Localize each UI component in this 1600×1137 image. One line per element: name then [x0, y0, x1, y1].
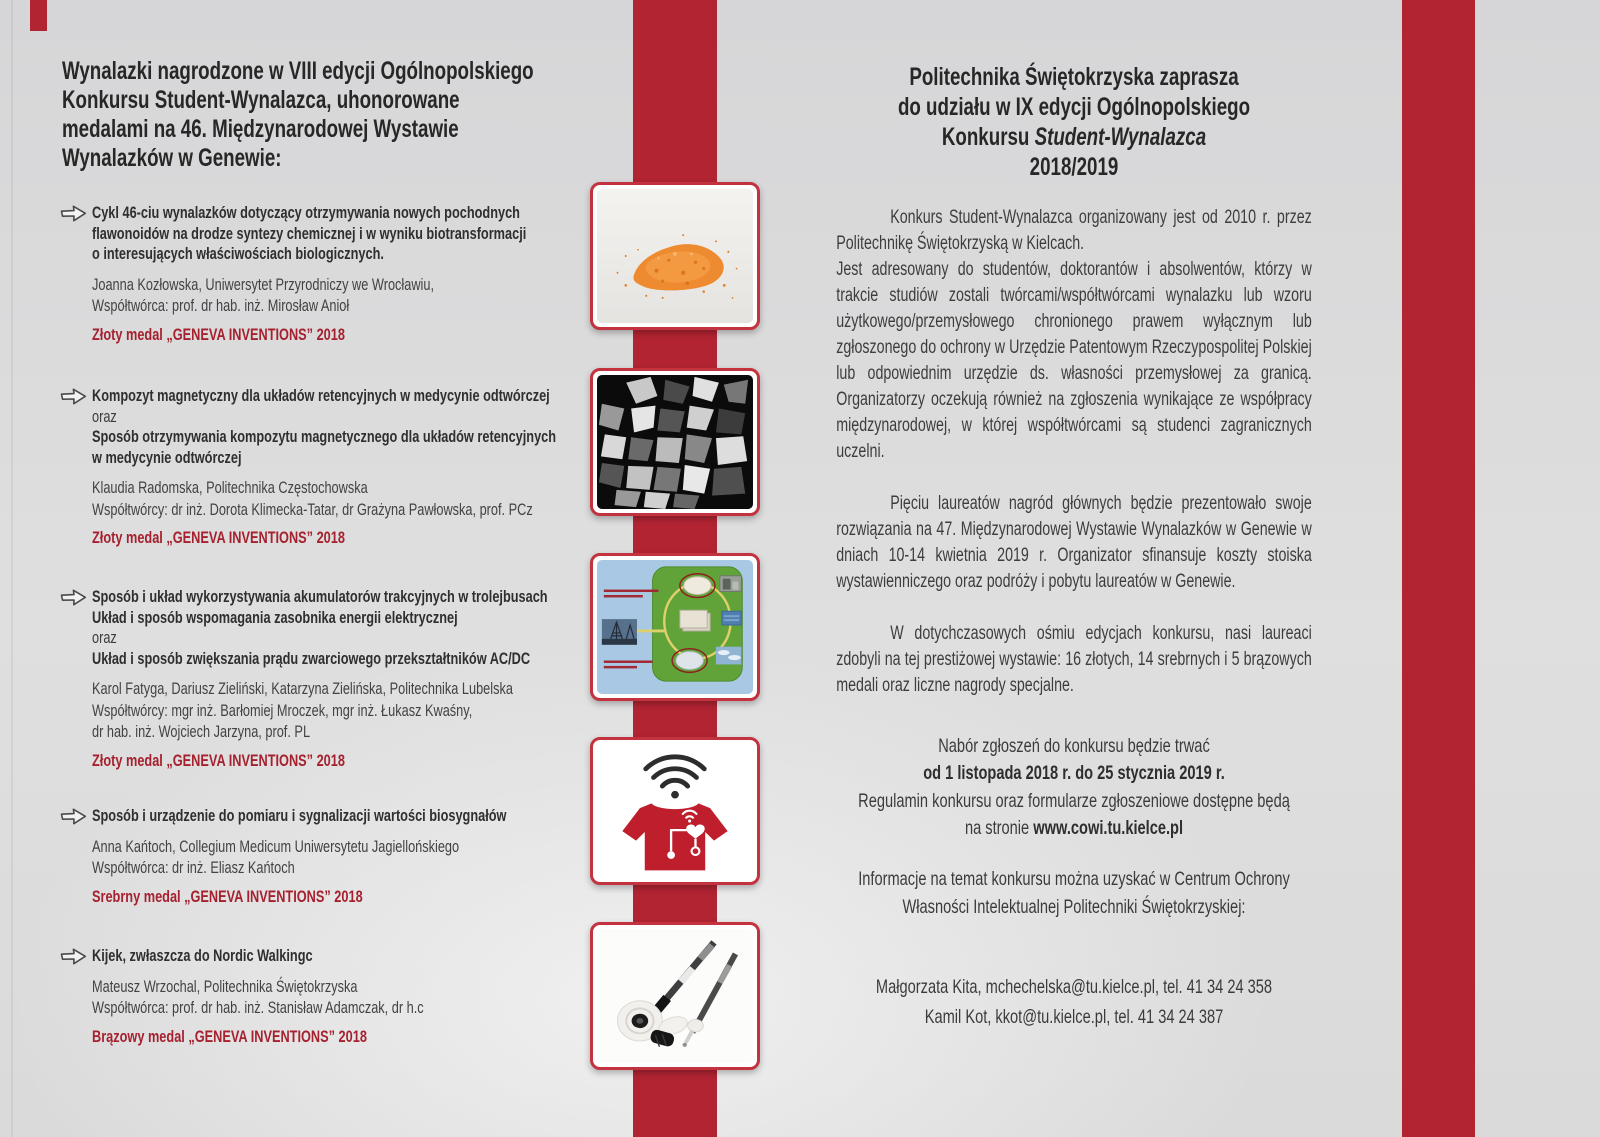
right-heading-line: Politechnika Świętokrzyska zaprasza	[909, 63, 1239, 91]
award-author-line: Współtwórca: prof. dr hab. inż. Stanisław Adamczak, dr h.c	[92, 998, 424, 1017]
award-author-line: Anna Kańtoch, Collegium Medicum Uniwersytetu Jagiellońskiego	[92, 836, 460, 856]
left-heading-line: Wynalazków w Genewie:	[62, 144, 282, 172]
contact-line: Małgorzata Kita, mchechelska@tu.kielce.pl, tel. 41 34 24 358	[875, 976, 1273, 998]
award-authors	[92, 274, 587, 317]
award-author-line: Współtwórcy: mgr inż. Barłomiej Mroczek, mgr inż. Łukasz Kwaśny,	[92, 700, 473, 720]
award-medal: Brązowy medal „GENEVA INVENTIONS” 2018	[92, 1026, 367, 1046]
award-medal: Srebrny medal „GENEVA INVENTIONS” 2018	[92, 886, 363, 906]
award-author-line: Klaudia Radomska, Politechnika Częstochowska	[92, 478, 368, 497]
award-title-line: Cykl 46-ciu wynalazków dotyczący otrzymywania nowych pochodnych	[92, 203, 520, 222]
right-heading	[836, 62, 1312, 182]
deadline-line: od 1 listopada 2018 r. do 25 stycznia 2019 r.	[923, 762, 1225, 785]
info-line: Własności Intelektualnej Politechniki Świętokrzyskiej:	[902, 895, 1246, 918]
award-author-line: Współtwórca: prof. dr hab. inż. Mirosław Anioł	[92, 296, 350, 315]
left-heading-line: Wynalazki nagrodzone w VIII edycji Ogólnopolskiego	[62, 57, 534, 85]
award-title-line: Układ i sposób wspomagania zasobnika energii elektrycznej	[92, 607, 458, 627]
award-title-line: Sposób otrzymywania kompozytu magnetycznego dla układów retencyjnych	[92, 427, 557, 446]
award-author-line: Współtwórcy: dr inż. Dorota Klimecka-Tatar, dr Grażyna Pawłowska, prof. PCz	[92, 499, 533, 519]
award-author-line: Współtwórca: dr inż. Eliasz Kańtoch	[92, 858, 295, 877]
award-title-line: Sposób i układ wykorzystywania akumulatorów trakcyjnych w trolejbusach	[92, 587, 548, 606]
award-medal: Złoty medal „GENEVA INVENTIONS” 2018	[92, 324, 345, 344]
award-title-line: Układ i sposób zwiększania prądu zwarciowego przekształtników AC/DC	[92, 648, 531, 668]
deadline-line: Nabór zgłoszeń do konkursu będzie trwać	[938, 735, 1210, 757]
award-author-line: Mateusz Wrzochal, Politechnika Świętokrzyska	[92, 976, 358, 996]
metal-fragments-sem-photo	[590, 368, 760, 516]
award-title-line: oraz	[92, 628, 117, 647]
award-medal: Złoty medal „GENEVA INVENTIONS” 2018	[92, 528, 345, 547]
right-heading-line: Konkursu Student-Wynalazca	[941, 123, 1207, 151]
right-arrow-icon	[60, 205, 87, 222]
right-heading-line: do udziału w IX edycji Ogólnopolskiego	[897, 93, 1251, 121]
nordic-walking-poles-photo	[590, 922, 760, 1070]
award-title-line: o interesujących właściwościach biologicznych.	[92, 244, 384, 263]
right-arrow-icon	[60, 589, 87, 606]
award-item	[60, 806, 652, 907]
award-authors	[92, 477, 587, 520]
deadline-line: na stronie www.cowi.tu.kielce.pl	[964, 816, 1184, 839]
award-authors	[92, 678, 587, 743]
award-title-line: Sposób i urządzenie do pomiaru i sygnalizacji wartości biosygnałów	[92, 806, 507, 825]
award-item	[60, 946, 652, 1047]
award-authors	[92, 836, 587, 879]
award-item	[60, 203, 652, 345]
info-block	[836, 866, 1312, 921]
left-heading-line: Konkursu Student-Wynalazca, uhonorowane	[62, 86, 460, 114]
smart-tshirt-graphic	[590, 737, 760, 885]
center-strip	[590, 0, 760, 1137]
info-line: Informacje na temat konkursu można uzyskać w Centrum Ochrony	[858, 868, 1290, 890]
paragraph: Pięciu laureatów nagród głównych będzie prezentowało swoje rozwiązania na 47. Międzynarodowej Wystawie Wynalazków w Genewie w dniach 10-14 kwietnia 2019 r. Organizator sfinansuje koszty stoiska wystawienniczego oraz podróży i pobytu laureatów w Genewie.	[836, 493, 1312, 592]
award-title-line: oraz	[92, 406, 117, 426]
award-item	[60, 386, 652, 548]
award-authors	[92, 976, 587, 1019]
left-heading-line: medalami na 46. Międzynarodowej Wystawie	[62, 115, 459, 143]
orange-powder-photo	[590, 182, 760, 330]
contacts-block	[836, 972, 1312, 1032]
right-red-band	[1402, 0, 1475, 1137]
paragraph: Konkurs Student-Wynalazca organizowany jest od 2010 r. przez Politechnikę Świętokrzyską w Kielcach.	[836, 207, 1312, 254]
award-title-line: Kijek, zwłaszcza do Nordic Walkingc	[92, 946, 313, 965]
award-medal: Złoty medal „GENEVA INVENTIONS” 2018	[92, 750, 345, 770]
deadline-block	[836, 733, 1312, 842]
award-author-line: dr hab. inż. Wojciech Jarzyna, prof. PL	[92, 722, 311, 741]
right-paragraphs	[836, 205, 1312, 699]
award-author-line: Joanna Kozłowska, Uniwersytet Przyrodniczy we Wrocławiu,	[92, 274, 435, 294]
awards-list	[0, 0, 640, 1137]
contact-line: Kamil Kot, kkot@tu.kielce.pl, tel. 41 34 24 387	[924, 1006, 1224, 1028]
award-title-line: flawonoidów na drodze syntezy chemicznej i w wyniku biotransformacji	[92, 223, 527, 243]
deadline-line: Regulamin konkursu oraz formularze zgłoszeniowe dostępne będą	[858, 789, 1290, 812]
paragraph: Jest adresowany do studentów, doktorantów i absolwentów, którzy w trakcie studiów zostali twórcami/współtwórcami wynalazku lub wzoru użytkowego/przemysłowego chronionego prawem wyłącznym lub zgłoszonego do ochrony w Urzędzie Patentowym Rzeczypospolitej Polskiej lub odpowiednim urzędzie ds. własności przemysłowej za granicą. Organizatorzy oczekują również na zgłoszenia wynikające ze współpracy międzynarodowej, w której współtwórcami są studenci zagranicznych uczelni.	[836, 259, 1312, 462]
award-title-line: Kompozyt magnetyczny dla układów retencyjnych w medycynie odtwórczej	[92, 386, 550, 405]
energy-system-diagram	[590, 553, 760, 701]
award-item	[60, 587, 652, 771]
award-author-line: Karol Fatyga, Dariusz Zieliński, Katarzyna Zielińska, Politechnika Lubelska	[92, 679, 513, 698]
right-arrow-icon	[60, 808, 87, 825]
paragraph: W dotychczasowych ośmiu edycjach konkursu, nasi laureaci zdobyli na tej prestiżowej wystawie: 16 złotych, 14 srebrnych i 5 brązowych medali oraz liczne nagrody specjalne.	[836, 623, 1312, 696]
right-heading-line: 2018/2019	[1029, 153, 1119, 181]
right-arrow-icon	[60, 948, 87, 965]
right-arrow-icon	[60, 388, 87, 405]
award-title-line: w medycynie odtwórczej	[92, 447, 242, 467]
